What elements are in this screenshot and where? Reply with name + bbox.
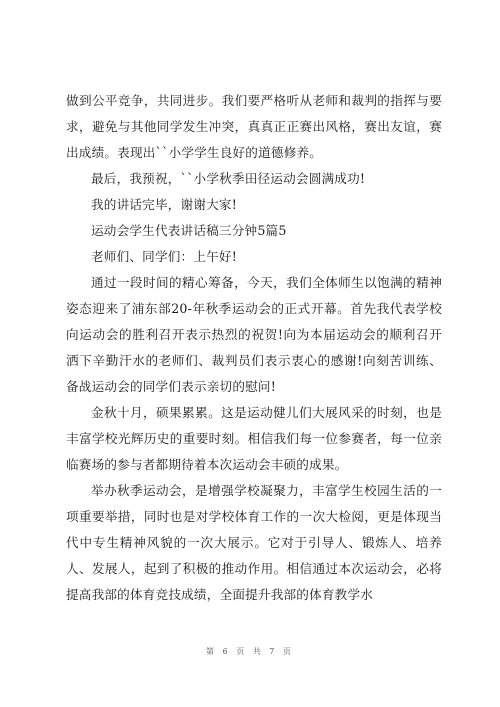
page-number-footer: 第 6 页 共 7 页 [206, 647, 294, 656]
body-paragraph: 最后，我预祝，``小学秋季田径运动会圆满成功! [91, 171, 366, 186]
body-paragraph: 我的讲话完毕，谢谢大家! [91, 197, 237, 212]
section-heading: 运动会学生代表讲话稿三分钟5篇5 [91, 223, 287, 238]
document-body [66, 88, 442, 608]
body-paragraph: 举办秋季运动会，是增强学校凝聚力，丰富学生校园生活的一项重要举措，同时也是对学校体育工作的一次大检阅，更是体现当代中专生精神风貌的一次大展示。它对于引导人、锻炼人、培养人、发展人，起到了积极的推动作用。相信通过本次运动会，必将提高我部的体育竞技成绩，全面提升我部的体育教学水 [66, 483, 442, 602]
body-paragraph: 做到公平竞争，共同进步。我们要严格听从老师和裁判的指挥与要求，避免与其他同学发生冲突，真真正正赛出风格，赛出友谊，赛出成绩。表现出``小学学生良好的道德修养。 [66, 93, 442, 160]
body-paragraph: 通过一段时间的精心筹备，今天，我们全体师生以饱满的精神姿态迎来了浦东部20-年秋季运动会的正式开幕。首先我代表学校向运动会的胜利召开表示热烈的祝贺!向为本届运动会的顺利召开洒下辛勤汗水的老师们、裁判员们表示衷心的感谢!向刻苦训练、备战运动会的同学们表示亲切的慰问! [66, 275, 442, 394]
body-paragraph: 金秋十月，硕果累累。这是运动健儿们大展风采的时刻，也是丰富学校光辉历史的重要时刻。相信我们每一位参赛者，每一位亲临赛场的参与者都期待着本次运动会丰硕的成果。 [66, 405, 442, 472]
salutation: 老师们、同学们：上午好! [91, 249, 237, 264]
